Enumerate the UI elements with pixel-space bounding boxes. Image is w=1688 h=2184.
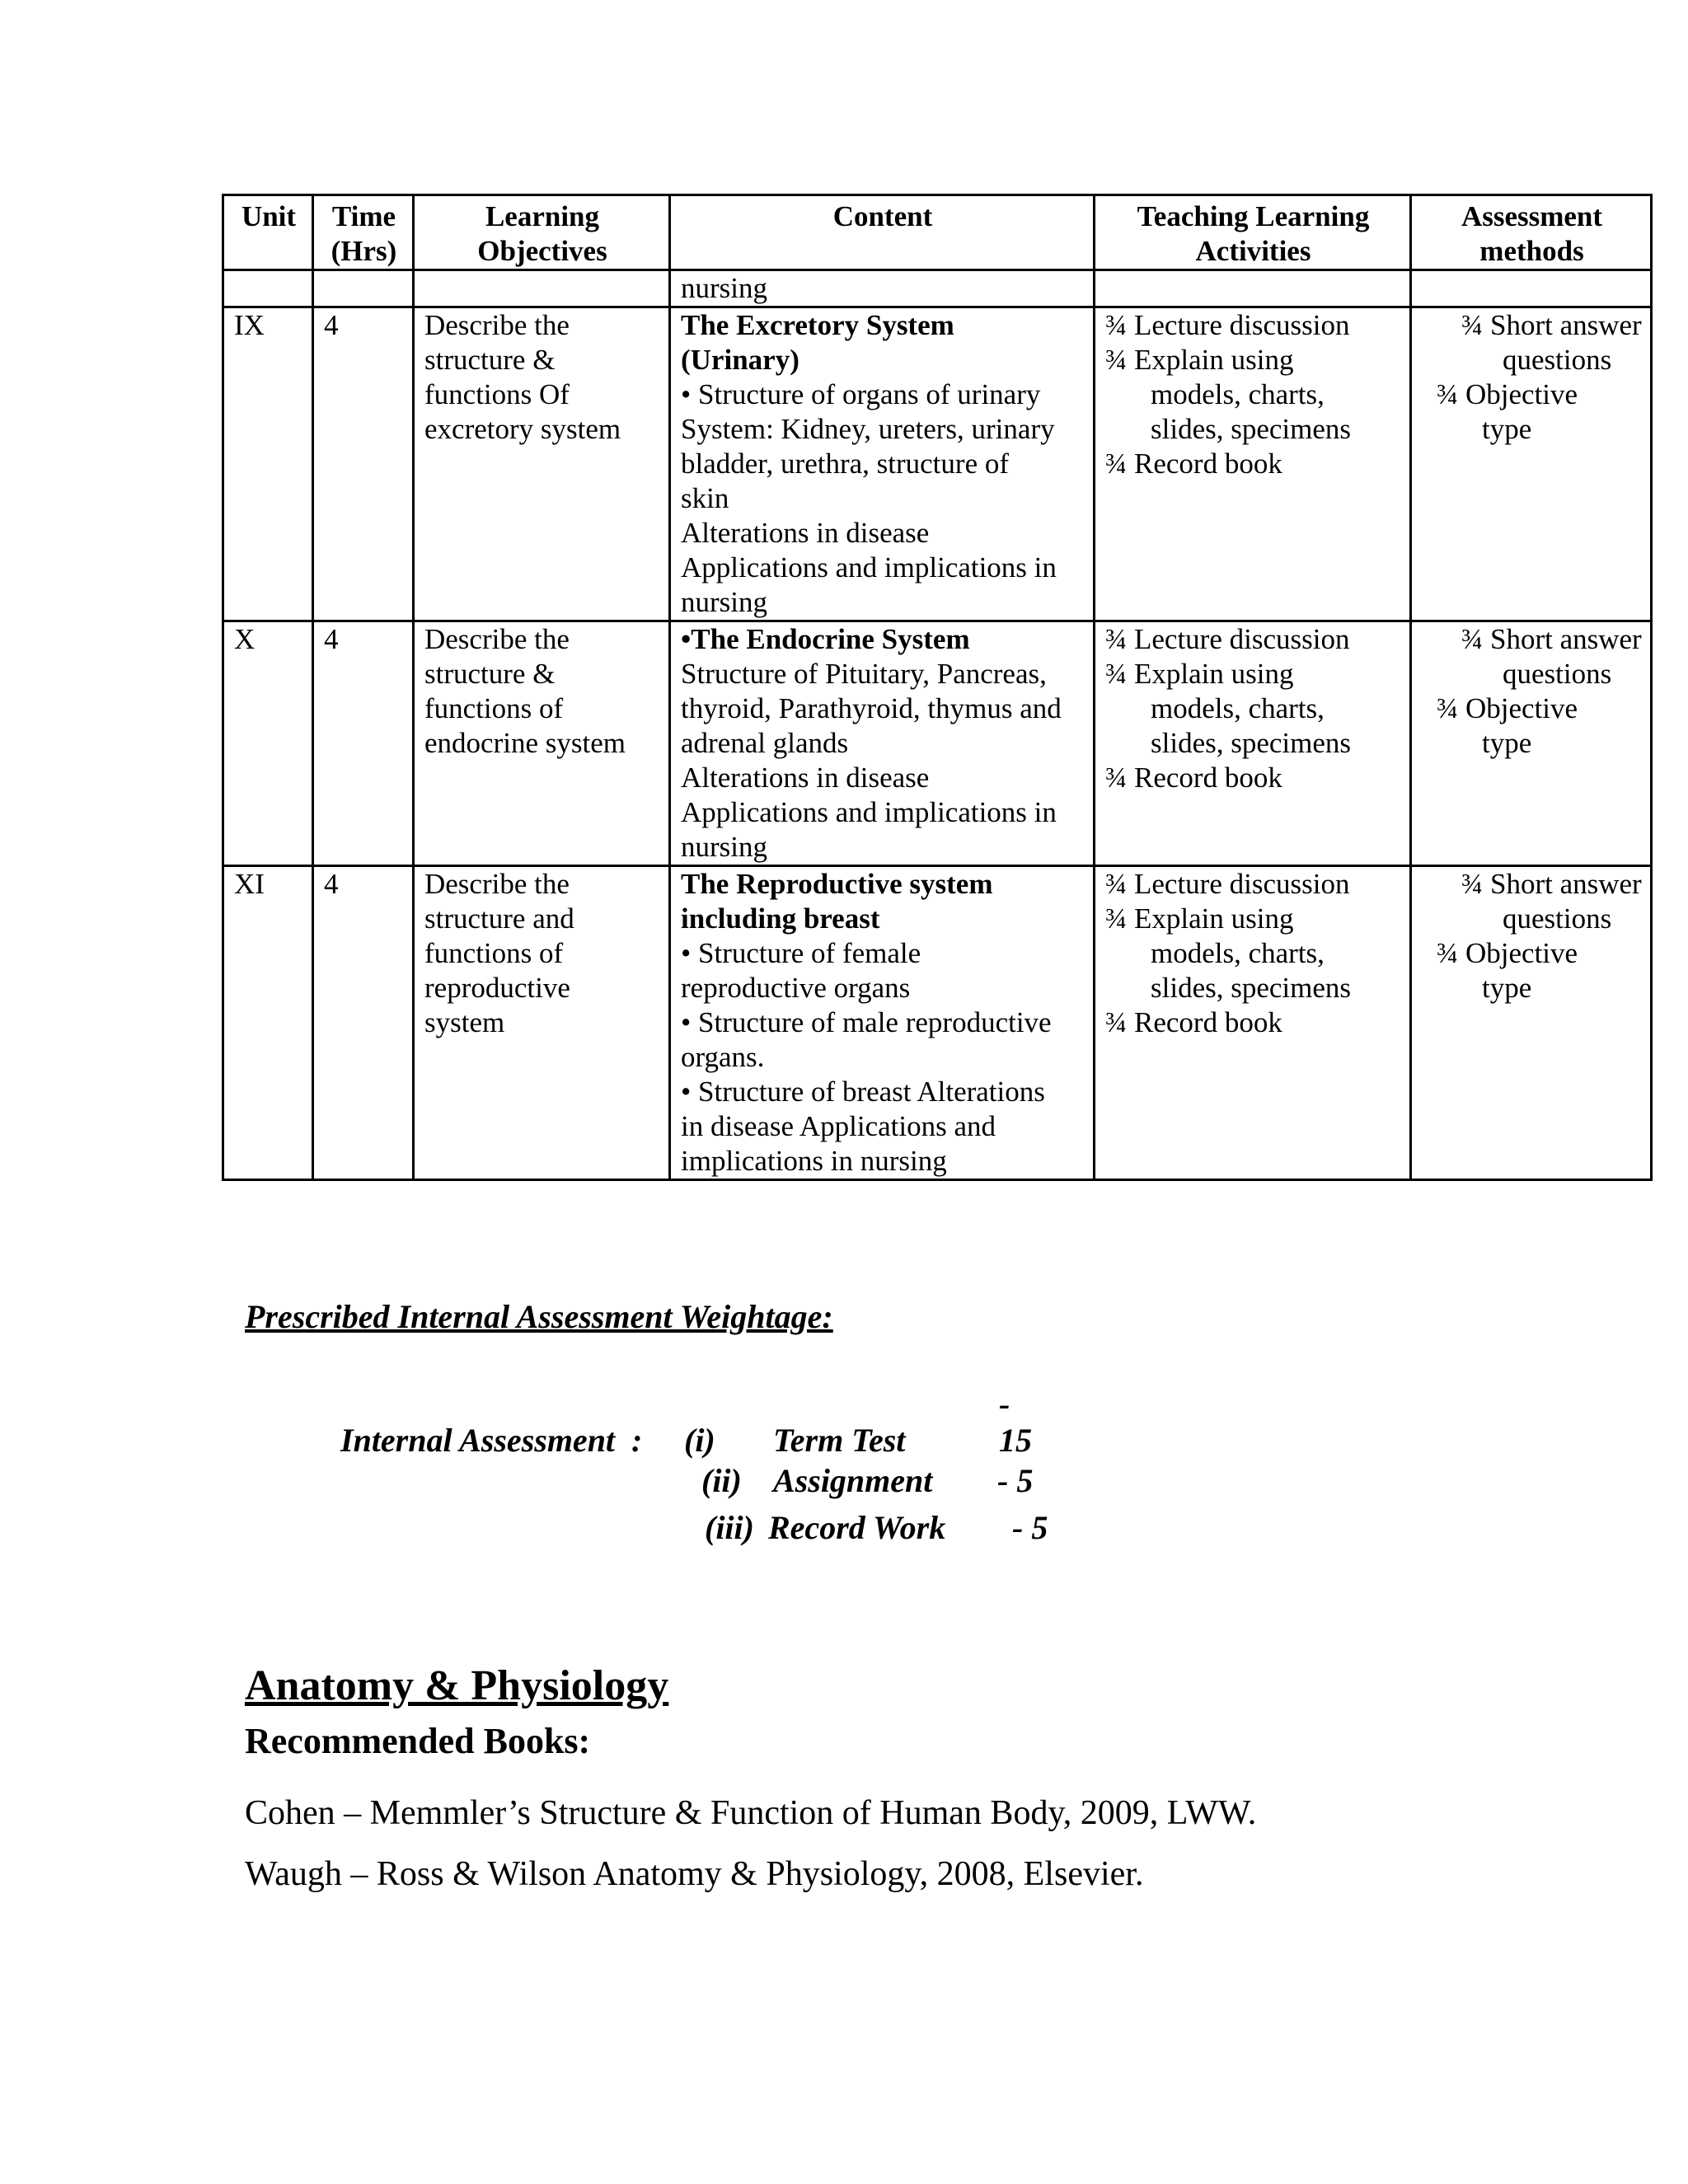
table-row bbox=[223, 866, 1652, 1180]
ia-item-num: (iii) bbox=[705, 1509, 754, 1546]
continuation-text: nursing bbox=[670, 270, 1095, 307]
time-cell: 4 bbox=[313, 621, 414, 866]
ia-item-marks: - 5 bbox=[997, 1462, 1034, 1499]
books-title: Anatomy & Physiology bbox=[245, 1662, 669, 1709]
internal-assessment-heading: Prescribed Internal Assessment Weightage: bbox=[245, 1298, 833, 1335]
ia-item-name: Record Work bbox=[768, 1509, 946, 1546]
ia-item-num: (ii) bbox=[701, 1462, 742, 1499]
activities-cell: ¾ Lecture discussion ¾ Explain using models, charts, slides, specimens ¾ Record book bbox=[1095, 621, 1411, 866]
content-title: The Reproductive system bbox=[681, 868, 993, 900]
ia-item-num: (i) bbox=[684, 1422, 715, 1459]
assessment-cell: ¾ Short answer questions ¾ Objective type bbox=[1411, 621, 1652, 866]
ia-item-name: Assignment bbox=[773, 1462, 933, 1499]
assessment-cell: ¾ Short answer questions ¾ Objective type bbox=[1411, 307, 1652, 621]
content-title: The Excretory System bbox=[681, 309, 954, 341]
header-content: Content bbox=[670, 195, 1095, 270]
header-activities: Teaching Learning Activities bbox=[1095, 195, 1411, 270]
ia-dash: - bbox=[999, 1385, 1010, 1422]
header-unit: Unit bbox=[223, 195, 313, 270]
ia-item-name: Term Test bbox=[773, 1422, 906, 1459]
assessment-cell: ¾ Short answer questions ¾ Objective type bbox=[1411, 866, 1652, 1180]
content-title: •The Endocrine System bbox=[681, 623, 970, 655]
content-cell: The Excretory System (Urinary) • Structure of organs of urinary System: Kidney, ureters, urinary bladder, urethra, structure of skin Alterations in disease Applications and implications in nursing bbox=[670, 307, 1095, 621]
objectives-cell: Describe the structure and functions of reproductive system bbox=[414, 866, 670, 1180]
syllabus-table bbox=[222, 194, 1653, 1181]
table-header bbox=[223, 195, 1652, 270]
time-cell: 4 bbox=[313, 866, 414, 1180]
table-row bbox=[223, 621, 1652, 866]
table-row-continuation bbox=[223, 270, 1652, 307]
objectives-cell: Describe the structure & functions Of excretory system bbox=[414, 307, 670, 621]
ia-label: Internal Assessment : bbox=[340, 1422, 643, 1459]
content-cell: •The Endocrine System Structure of Pituitary, Pancreas, thyroid, Parathyroid, thymus and adrenal glands Alterations in disease Applications and implications in nursing bbox=[670, 621, 1095, 866]
objectives-cell: Describe the structure & functions of endocrine system bbox=[414, 621, 670, 866]
recommended-books-heading: Recommended Books: bbox=[245, 1721, 591, 1761]
header-objectives: Learning Objectives bbox=[414, 195, 670, 270]
book-reference: Waugh – Ross & Wilson Anatomy & Physiology, 2008, Elsevier. bbox=[245, 1855, 1144, 1893]
header-assessment: Assessment methods bbox=[1411, 195, 1652, 270]
content-cell: The Reproductive system including breast • Structure of female reproductive organs • Structure of male reproductive organs. • Structure of breast Alterations in disease Applications and implications in nursing bbox=[670, 866, 1095, 1180]
unit-cell: IX bbox=[223, 307, 313, 621]
table-row bbox=[223, 307, 1652, 621]
book-reference: Cohen – Memmler’s Structure & Function of Human Body, 2009, LWW. bbox=[245, 1794, 1257, 1832]
activities-cell: ¾ Lecture discussion ¾ Explain using models, charts, slides, specimens ¾ Record book bbox=[1095, 307, 1411, 621]
unit-cell: XI bbox=[223, 866, 313, 1180]
unit-cell: X bbox=[223, 621, 313, 866]
ia-item-marks: 15 bbox=[999, 1422, 1032, 1459]
ia-item-marks: - 5 bbox=[1012, 1509, 1048, 1546]
activities-cell: ¾ Lecture discussion ¾ Explain using models, charts, slides, specimens ¾ Record book bbox=[1095, 866, 1411, 1180]
time-cell: 4 bbox=[313, 307, 414, 621]
header-time: Time (Hrs) bbox=[313, 195, 414, 270]
